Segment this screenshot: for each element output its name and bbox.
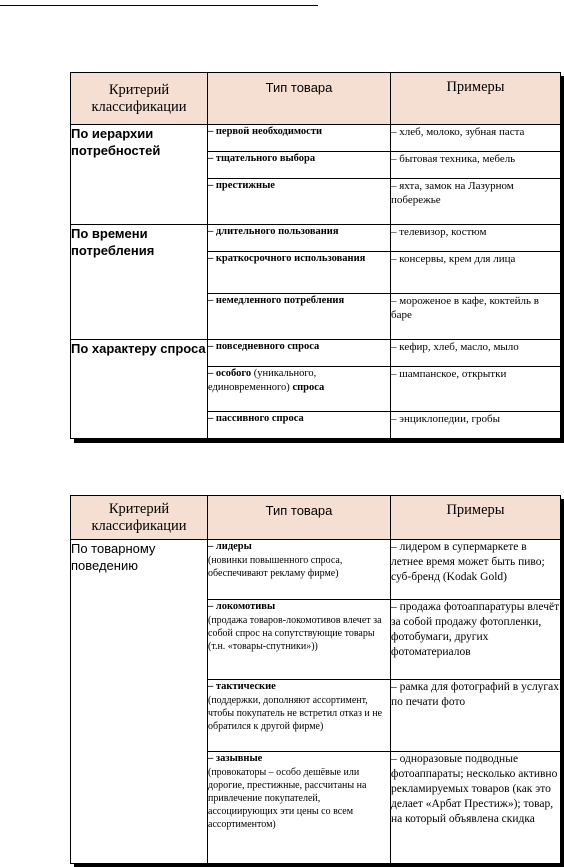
example-cell: – бытовая техника, мебель bbox=[391, 152, 561, 179]
criterion-cell: По иерархии потребностей bbox=[71, 125, 208, 225]
example-cell: – лидером в супермаркете в летнее время может быть пиво; суб-бренд (Kodak Gold) bbox=[391, 540, 561, 600]
classification-table-2 bbox=[70, 495, 561, 864]
type-cell: – длительного пользования bbox=[208, 226, 339, 237]
example-cell: – шампанское, открытки bbox=[391, 367, 561, 412]
example-cell: – яхта, замок на Лазурном побережье bbox=[391, 179, 561, 225]
type-cell: – немедленного потребления bbox=[208, 295, 345, 306]
header-examples: Примеры bbox=[391, 73, 561, 125]
example-cell: – энциклопедии, гробы bbox=[391, 412, 561, 439]
criterion-cell: По времени потребления bbox=[71, 225, 208, 340]
example-cell: – одноразовые подводные фотоаппараты; несколько активно рекламируемых товаров (как это делает «Арбат Престиж»); товар, на который объявлена скидка bbox=[391, 752, 561, 864]
table-header-row bbox=[71, 73, 561, 125]
type-cell: – пассивного спроса bbox=[208, 413, 304, 424]
header-criterion: Критерий классификации bbox=[71, 496, 208, 540]
example-cell: – рамка для фотографий в услугах по печати фото bbox=[391, 680, 561, 752]
example-cell: – хлеб, молоко, зубная паста bbox=[391, 125, 561, 152]
type-cell: – тактические (поддержки, дополняют ассортимент, чтобы покупатель не встретил отказ и не обратился к другой фирме) bbox=[208, 680, 391, 752]
example-cell: – продажа фотоаппаратуры влечёт за собой продажу фотопленки, фотобумаги, других фотоматериалов bbox=[391, 600, 561, 680]
type-cell: – зазывные (провокаторы – особо дешёвые или дорогие, престижные, рассчитаны на привлечение покупателей, ассоциирующих эти цены со всем ассортиментом) bbox=[208, 752, 391, 864]
classification-table-1 bbox=[70, 72, 561, 439]
example-cell: – кефир, хлеб, масло, мыло bbox=[391, 340, 561, 367]
type-cell: – престижные bbox=[208, 180, 275, 191]
type-description: (провокаторы – особо дешёвые или дорогие, престижные, рассчитаны на привлечение покупателей, ассоциирующих эти цены со всем ассортиментом) bbox=[208, 767, 367, 830]
header-criterion: Критерий классификации bbox=[71, 73, 208, 125]
table-row bbox=[71, 340, 561, 367]
example-cell: – мороженое в кафе, коктейль в баре bbox=[391, 294, 561, 340]
type-cell: – первой необходимости bbox=[208, 126, 323, 137]
table-header-row bbox=[71, 496, 561, 540]
example-cell: – консервы, крем для лица bbox=[391, 252, 561, 294]
example-cell: – телевизор, костюм bbox=[391, 225, 561, 252]
header-type: Тип товара bbox=[208, 73, 391, 125]
table-row bbox=[71, 225, 561, 252]
header-examples: Примеры bbox=[391, 496, 561, 540]
table-row bbox=[71, 125, 561, 152]
type-cell: – повседневного спроса bbox=[208, 341, 320, 352]
type-cell: – тщательного выбора bbox=[208, 153, 316, 164]
type-cell: – локомотивы (продажа товаров-локомотивов влечет за собой спрос на сопутствующие товары (т.н. «товары-спутники»)) bbox=[208, 600, 391, 680]
criterion-cell: По товарному поведению bbox=[71, 540, 208, 864]
type-description: (новинки повышенного спроса, обеспечивают рекламу фирме) bbox=[208, 555, 343, 579]
type-cell: – особого (уникального, единовременного) спроса bbox=[208, 367, 391, 412]
type-cell: – краткосрочного использования bbox=[208, 253, 366, 264]
type-cell: – лидеры (новинки повышенного спроса, обеспечивают рекламу фирме) bbox=[208, 540, 391, 600]
table-row bbox=[71, 540, 561, 600]
type-description: (поддержки, дополняют ассортимент, чтобы покупатель не встретил отказ и не обратился к другой фирме) bbox=[208, 695, 383, 732]
criterion-cell: По характеру спроса bbox=[71, 340, 208, 439]
type-description: (продажа товаров-локомотивов влечет за собой спрос на сопутствующие товары (т.н. «товары-спутники»)) bbox=[208, 615, 382, 652]
top-rule bbox=[0, 5, 318, 6]
header-type: Тип товара bbox=[208, 496, 391, 540]
